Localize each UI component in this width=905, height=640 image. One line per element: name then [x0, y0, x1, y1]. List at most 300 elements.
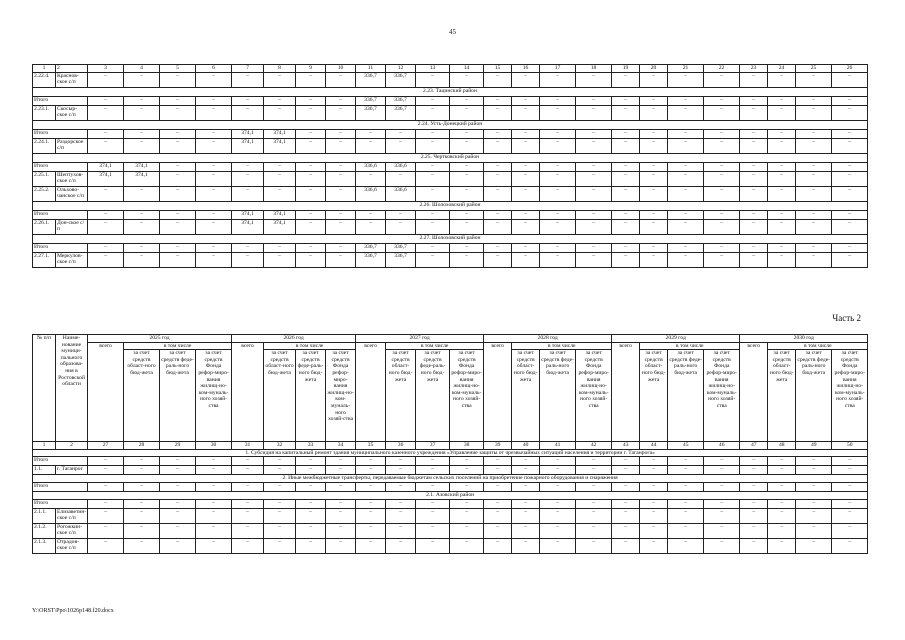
value-cell: –: [576, 252, 612, 267]
value-cell: –: [232, 482, 264, 491]
funding-source-header: за счет средств Фонда рефор-миро-вания жилищ-но-ком-муналь-ного хозяй-ства: [704, 350, 740, 442]
value-cell: –: [232, 186, 264, 201]
value-cell: –: [576, 72, 612, 87]
column-number: 9: [296, 65, 326, 73]
value-cell: –: [612, 252, 640, 267]
value-cell: –: [612, 105, 640, 120]
value-cell: –: [88, 538, 124, 553]
value-cell: –: [326, 105, 356, 120]
value-cell: –: [386, 171, 416, 186]
value-cell: –: [768, 457, 796, 466]
value-cell: –: [704, 523, 740, 538]
value-cell: –: [264, 162, 296, 171]
value-cell: –: [640, 129, 668, 138]
column-number: 25: [796, 65, 832, 73]
column-number: 39: [484, 442, 512, 450]
value-cell: –: [484, 252, 512, 267]
value-cell: –: [704, 499, 740, 508]
value-cell: –: [668, 129, 704, 138]
value-cell: –: [668, 482, 704, 491]
row-number: 2.1.3.: [33, 538, 56, 553]
municipality-name: Раздорское с/п: [56, 138, 88, 153]
value-cell: –: [740, 96, 768, 105]
value-cell: –: [88, 466, 124, 475]
value-cell: –: [124, 538, 160, 553]
value-cell: –: [124, 457, 160, 466]
value-cell: 336,6: [356, 162, 386, 171]
section-row: [33, 153, 868, 162]
value-cell: –: [512, 243, 540, 252]
value-cell: –: [232, 499, 264, 508]
value-cell: –: [612, 499, 640, 508]
value-cell: –: [160, 457, 196, 466]
row-number: 2.1.1.: [33, 508, 56, 523]
total-header: всего: [88, 342, 124, 442]
value-cell: –: [612, 186, 640, 201]
value-cell: –: [832, 138, 868, 153]
value-cell: –: [296, 138, 326, 153]
section-title: 2.26. Шолоховский район: [33, 201, 868, 210]
value-cell: –: [450, 210, 484, 219]
value-cell: –: [768, 482, 796, 491]
value-cell: 374,1: [124, 171, 160, 186]
value-cell: –: [296, 72, 326, 87]
value-cell: –: [832, 219, 868, 234]
value-cell: –: [740, 162, 768, 171]
value-cell: –: [326, 162, 356, 171]
value-cell: –: [512, 457, 540, 466]
section-title: 2.1. Азовский район: [33, 491, 868, 499]
value-cell: –: [612, 457, 640, 466]
column-number: 23: [740, 65, 768, 73]
total-row: [33, 129, 868, 138]
value-cell: 336,6: [356, 186, 386, 201]
value-cell: –: [416, 499, 450, 508]
value-cell: –: [640, 499, 668, 508]
total-row: [33, 457, 868, 466]
value-cell: –: [540, 105, 576, 120]
including-header: в том числе: [768, 342, 868, 350]
total-row: [33, 210, 868, 219]
value-cell: –: [640, 72, 668, 87]
value-cell: –: [640, 210, 668, 219]
value-cell: –: [704, 96, 740, 105]
column-number: 36: [386, 442, 416, 450]
value-cell: –: [416, 482, 450, 491]
value-cell: –: [704, 138, 740, 153]
column-number: 3: [88, 65, 124, 73]
value-cell: –: [232, 457, 264, 466]
value-cell: –: [386, 466, 416, 475]
value-cell: –: [612, 243, 640, 252]
value-cell: –: [356, 538, 386, 553]
value-cell: –: [796, 210, 832, 219]
row-number: 2.27.1.: [33, 252, 56, 267]
funding-source-header: за счет средств област-ного бюд-жета: [124, 350, 160, 442]
value-cell: –: [540, 210, 576, 219]
value-cell: –: [576, 210, 612, 219]
value-cell: –: [416, 138, 450, 153]
value-cell: –: [232, 171, 264, 186]
value-cell: –: [450, 523, 484, 538]
value-cell: –: [484, 482, 512, 491]
value-cell: –: [356, 457, 386, 466]
value-cell: –: [160, 96, 196, 105]
column-number: 43: [612, 442, 640, 450]
header-number-row: [33, 65, 868, 73]
value-cell: –: [668, 243, 704, 252]
table-row: [33, 138, 868, 153]
value-cell: –: [88, 523, 124, 538]
section-row: [33, 449, 868, 457]
value-cell: –: [484, 499, 512, 508]
value-cell: –: [124, 72, 160, 87]
value-cell: –: [540, 138, 576, 153]
value-cell: –: [296, 482, 326, 491]
value-cell: –: [232, 538, 264, 553]
value-cell: –: [512, 482, 540, 491]
value-cell: –: [668, 457, 704, 466]
value-cell: –: [232, 96, 264, 105]
value-cell: –: [450, 243, 484, 252]
value-cell: –: [88, 499, 124, 508]
value-cell: 336,7: [356, 105, 386, 120]
value-cell: –: [416, 466, 450, 475]
value-cell: –: [576, 538, 612, 553]
value-cell: –: [160, 219, 196, 234]
section-title: 2.25. Чертковский район: [33, 153, 868, 162]
value-cell: –: [768, 508, 796, 523]
value-cell: –: [768, 252, 796, 267]
section-row: [33, 475, 868, 483]
value-cell: –: [196, 457, 232, 466]
including-header: в том числе: [640, 342, 740, 350]
value-cell: –: [88, 96, 124, 105]
funding-source-header: за счет средств феде-раль-ного бюд-жета: [160, 350, 196, 442]
value-cell: –: [540, 162, 576, 171]
value-cell: –: [124, 252, 160, 267]
column-number: 38: [450, 442, 484, 450]
value-cell: –: [160, 138, 196, 153]
total-label: Итого: [33, 210, 88, 219]
column-number: 26: [832, 65, 868, 73]
value-cell: –: [196, 210, 232, 219]
column-number: 35: [356, 442, 386, 450]
value-cell: –: [612, 162, 640, 171]
value-cell: –: [612, 138, 640, 153]
value-cell: –: [668, 252, 704, 267]
value-cell: –: [326, 186, 356, 201]
value-cell: –: [640, 538, 668, 553]
table-row: [33, 171, 868, 186]
value-cell: –: [796, 171, 832, 186]
year-header: 2028 год: [484, 335, 612, 343]
value-cell: –: [540, 72, 576, 87]
value-cell: –: [232, 508, 264, 523]
subheader-row: [33, 342, 868, 350]
value-cell: –: [450, 171, 484, 186]
value-cell: –: [640, 219, 668, 234]
column-number: 29: [160, 442, 196, 450]
value-cell: –: [640, 252, 668, 267]
part-label: Часть 2: [832, 313, 861, 323]
column-number: 19: [612, 65, 640, 73]
value-cell: –: [796, 466, 832, 475]
value-cell: –: [768, 466, 796, 475]
total-label: Итого: [33, 162, 88, 171]
value-cell: –: [796, 105, 832, 120]
value-cell: –: [450, 219, 484, 234]
value-cell: –: [232, 523, 264, 538]
value-cell: –: [768, 171, 796, 186]
value-cell: –: [796, 243, 832, 252]
value-cell: 336,7: [356, 252, 386, 267]
value-cell: –: [326, 523, 356, 538]
value-cell: –: [576, 186, 612, 201]
value-cell: –: [768, 129, 796, 138]
value-cell: 374,1: [264, 219, 296, 234]
total-label: Итого: [33, 499, 88, 508]
value-cell: –: [326, 252, 356, 267]
value-cell: –: [796, 538, 832, 553]
value-cell: –: [88, 72, 124, 87]
value-cell: –: [832, 210, 868, 219]
value-cell: –: [640, 457, 668, 466]
value-cell: –: [416, 186, 450, 201]
value-cell: –: [124, 499, 160, 508]
value-cell: –: [512, 252, 540, 267]
value-cell: –: [512, 129, 540, 138]
row-number: 2.22.4.: [33, 72, 56, 87]
value-cell: –: [796, 499, 832, 508]
value-cell: –: [540, 499, 576, 508]
value-cell: –: [160, 243, 196, 252]
funding-source-header: за счет средств Фонда рефор-миро-вания жилищ-но-ком-муналь-ного хозяй-ства: [196, 350, 232, 442]
value-cell: –: [512, 538, 540, 553]
value-cell: –: [124, 466, 160, 475]
value-cell: –: [356, 482, 386, 491]
value-cell: –: [612, 508, 640, 523]
value-cell: –: [450, 252, 484, 267]
total-label: Итого: [33, 482, 88, 491]
value-cell: –: [704, 105, 740, 120]
value-cell: –: [704, 219, 740, 234]
value-cell: –: [386, 523, 416, 538]
value-cell: –: [196, 499, 232, 508]
value-cell: –: [740, 219, 768, 234]
value-cell: –: [768, 210, 796, 219]
column-number: 22: [704, 65, 740, 73]
value-cell: –: [484, 466, 512, 475]
column-number: 41: [540, 442, 576, 450]
total-header: всего: [484, 342, 512, 442]
column-number: 20: [640, 65, 668, 73]
value-cell: 336,7: [386, 252, 416, 267]
value-cell: –: [796, 482, 832, 491]
including-header: в том числе: [512, 342, 612, 350]
value-cell: –: [196, 162, 232, 171]
value-cell: –: [576, 219, 612, 234]
value-cell: –: [88, 186, 124, 201]
value-cell: –: [196, 252, 232, 267]
value-cell: –: [296, 105, 326, 120]
column-number: 8: [264, 65, 296, 73]
value-cell: –: [740, 508, 768, 523]
column-number: 21: [668, 65, 704, 73]
value-cell: –: [640, 523, 668, 538]
column-number: 32: [264, 442, 296, 450]
footer-file-path: Y:\ORST\Ppo\1026p148.f20.docx: [32, 608, 114, 614]
value-cell: –: [740, 243, 768, 252]
value-cell: –: [668, 162, 704, 171]
value-cell: –: [796, 72, 832, 87]
value-cell: –: [512, 523, 540, 538]
value-cell: –: [612, 171, 640, 186]
value-cell: –: [196, 72, 232, 87]
value-cell: –: [196, 138, 232, 153]
value-cell: –: [704, 466, 740, 475]
value-cell: –: [796, 219, 832, 234]
column-number: 31: [232, 442, 264, 450]
header-number-row: [33, 442, 868, 450]
value-cell: –: [356, 129, 386, 138]
column-number: 11: [356, 65, 386, 73]
row-number: 2.1.2.: [33, 523, 56, 538]
value-cell: –: [88, 210, 124, 219]
value-cell: –: [416, 96, 450, 105]
value-cell: –: [576, 96, 612, 105]
row-number: 2.25.2.: [33, 186, 56, 201]
including-header: в том числе: [264, 342, 356, 350]
value-cell: –: [796, 162, 832, 171]
value-cell: –: [264, 96, 296, 105]
value-cell: 374,1: [88, 171, 124, 186]
value-cell: –: [704, 538, 740, 553]
value-cell: –: [832, 243, 868, 252]
value-cell: –: [416, 523, 450, 538]
value-cell: –: [160, 129, 196, 138]
value-cell: –: [160, 538, 196, 553]
column-number: 15: [484, 65, 512, 73]
value-cell: –: [768, 243, 796, 252]
value-cell: –: [832, 186, 868, 201]
column-number: 49: [796, 442, 832, 450]
section-title: 2. Иные межбюджетные трансферты, передаваемые бюджетам сельских поселений на приобретение пожарного оборудования и снаряжения: [33, 475, 868, 483]
value-cell: –: [540, 538, 576, 553]
value-cell: 336,7: [356, 96, 386, 105]
value-cell: –: [540, 523, 576, 538]
value-cell: –: [386, 499, 416, 508]
value-cell: –: [832, 252, 868, 267]
value-cell: –: [704, 508, 740, 523]
value-cell: –: [796, 457, 832, 466]
value-cell: –: [124, 186, 160, 201]
value-cell: –: [768, 72, 796, 87]
value-cell: –: [416, 243, 450, 252]
value-cell: –: [356, 499, 386, 508]
value-cell: –: [540, 219, 576, 234]
year-header: 2026 год: [232, 335, 356, 343]
value-cell: –: [196, 105, 232, 120]
value-cell: –: [264, 482, 296, 491]
value-cell: –: [416, 210, 450, 219]
value-cell: –: [264, 105, 296, 120]
value-cell: 336,7: [356, 72, 386, 87]
value-cell: –: [416, 72, 450, 87]
value-cell: –: [768, 138, 796, 153]
funding-source-header: за счет средств област-ного бюд-жета: [512, 350, 540, 442]
row-number: 2.26.1.: [33, 219, 56, 234]
value-cell: –: [264, 171, 296, 186]
value-cell: –: [484, 523, 512, 538]
value-cell: –: [160, 162, 196, 171]
value-cell: –: [264, 72, 296, 87]
column-number: 28: [124, 442, 160, 450]
value-cell: –: [576, 162, 612, 171]
column-number: 7: [232, 65, 264, 73]
value-cell: 374,1: [264, 129, 296, 138]
value-cell: –: [484, 457, 512, 466]
value-cell: –: [832, 499, 868, 508]
value-cell: –: [326, 243, 356, 252]
total-row: [33, 243, 868, 252]
value-cell: –: [768, 186, 796, 201]
value-cell: 336,7: [386, 243, 416, 252]
section-row: [33, 120, 868, 129]
value-cell: –: [612, 210, 640, 219]
value-cell: 336,7: [386, 96, 416, 105]
value-cell: –: [540, 482, 576, 491]
value-cell: –: [450, 466, 484, 475]
value-cell: –: [160, 105, 196, 120]
value-cell: –: [612, 72, 640, 87]
value-cell: –: [540, 508, 576, 523]
value-cell: –: [768, 538, 796, 553]
value-cell: –: [540, 186, 576, 201]
total-label: Итого: [33, 457, 88, 466]
value-cell: –: [832, 466, 868, 475]
value-cell: –: [160, 499, 196, 508]
value-cell: –: [740, 466, 768, 475]
total-header: всего: [612, 342, 640, 442]
value-cell: –: [796, 186, 832, 201]
value-cell: 374,1: [232, 210, 264, 219]
total-label: Итого: [33, 243, 88, 252]
year-header: 2030 год: [740, 335, 868, 343]
year-header: 2029 год: [612, 335, 740, 343]
value-cell: –: [576, 466, 612, 475]
funding-source-header: за счет средств феде-раль-ного бюд-жета: [540, 350, 576, 442]
value-cell: –: [124, 508, 160, 523]
value-cell: –: [832, 523, 868, 538]
value-cell: –: [296, 523, 326, 538]
value-cell: –: [796, 129, 832, 138]
value-cell: –: [768, 499, 796, 508]
value-cell: –: [326, 72, 356, 87]
value-cell: –: [484, 243, 512, 252]
value-cell: –: [264, 252, 296, 267]
value-cell: –: [512, 508, 540, 523]
value-cell: –: [356, 210, 386, 219]
value-cell: –: [450, 538, 484, 553]
value-cell: 336,6: [386, 162, 416, 171]
column-number: 18: [576, 65, 612, 73]
value-cell: –: [326, 499, 356, 508]
value-cell: –: [740, 186, 768, 201]
value-cell: –: [668, 523, 704, 538]
value-cell: –: [356, 138, 386, 153]
value-cell: –: [196, 243, 232, 252]
